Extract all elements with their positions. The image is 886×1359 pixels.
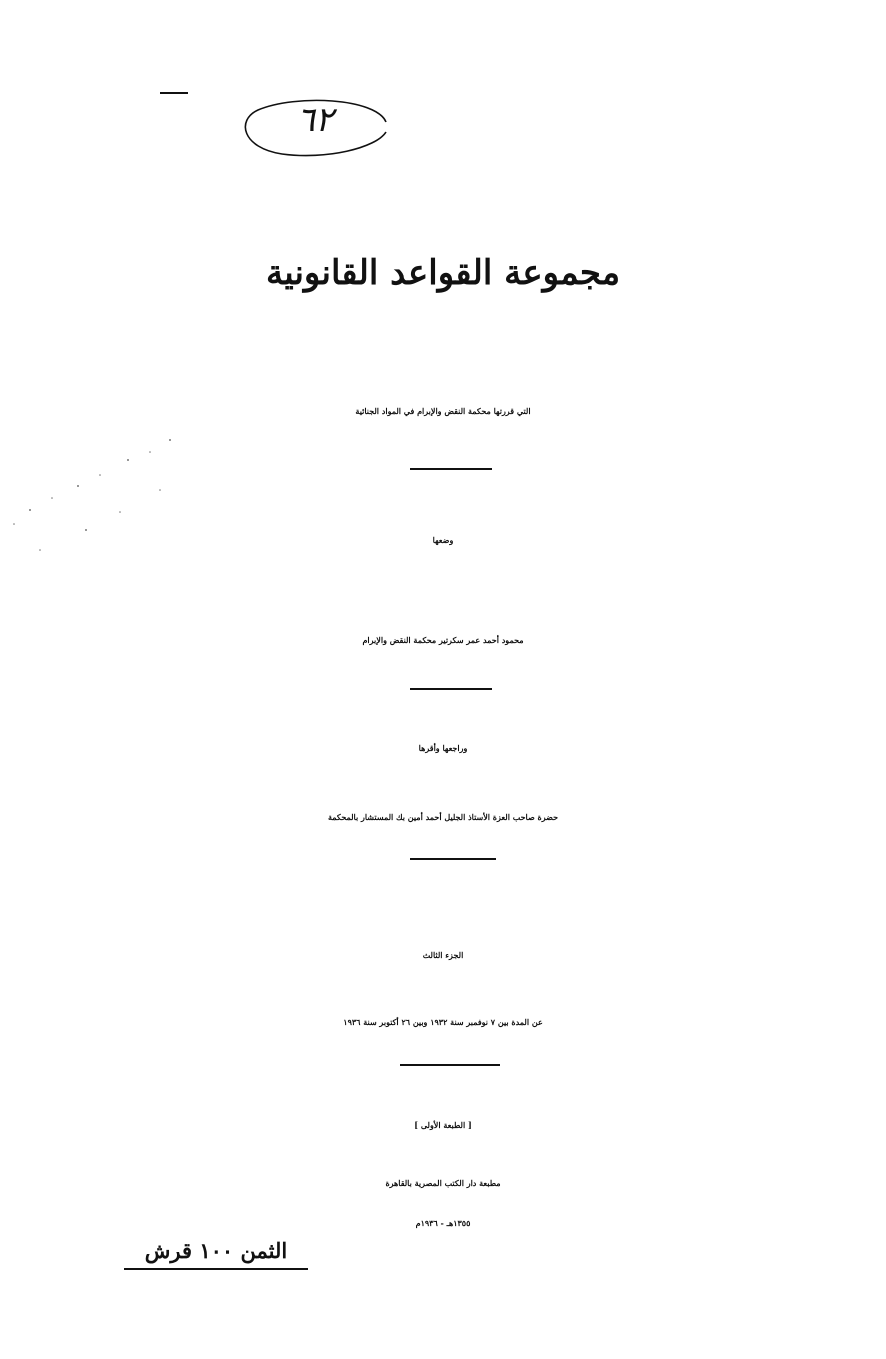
divider-4 — [400, 1064, 500, 1066]
volume-title: الجزء الثالث — [422, 950, 464, 960]
book-title: مجموعة القواعد القانونية — [265, 253, 621, 293]
reviewer-name: حضرة صاحب العزة الأستاذ الجليل أحمد أمين بك المستشار بالمحكمة — [327, 812, 559, 822]
divider-3 — [410, 858, 496, 860]
handwritten-shelf-mark — [236, 92, 396, 162]
compiled-by-label: وضعها — [432, 535, 454, 545]
top-dash — [160, 92, 188, 94]
publication-date: ١٣٥٥هـ - ١٩٣٦م — [415, 1218, 471, 1228]
divider-1 — [410, 468, 492, 470]
coverage-period: عن المدة بين ٧ نوفمبر سنة ١٩٣٢ وبين ٢٦ أكتوبر سنة ١٩٣٦ — [343, 1017, 543, 1027]
price-label: الثمن ١٠٠ قرش — [124, 1234, 308, 1270]
author-name: محمود أحمد عمر سكرتير محكمة النقض والإبرام — [362, 635, 524, 645]
publisher-name: مطبعة دار الكتب المصرية بالقاهرة — [385, 1178, 501, 1188]
edition-label: [ الطبعة الأولى ] — [414, 1120, 472, 1130]
reviewed-by-label: وراجعها وأقرها — [418, 743, 468, 753]
divider-2 — [410, 688, 492, 690]
book-subtitle: التي قررتها محكمة النقض والإبرام في المواد الجنائية — [355, 406, 531, 416]
handwritten-number: ٦٢ — [296, 100, 334, 140]
